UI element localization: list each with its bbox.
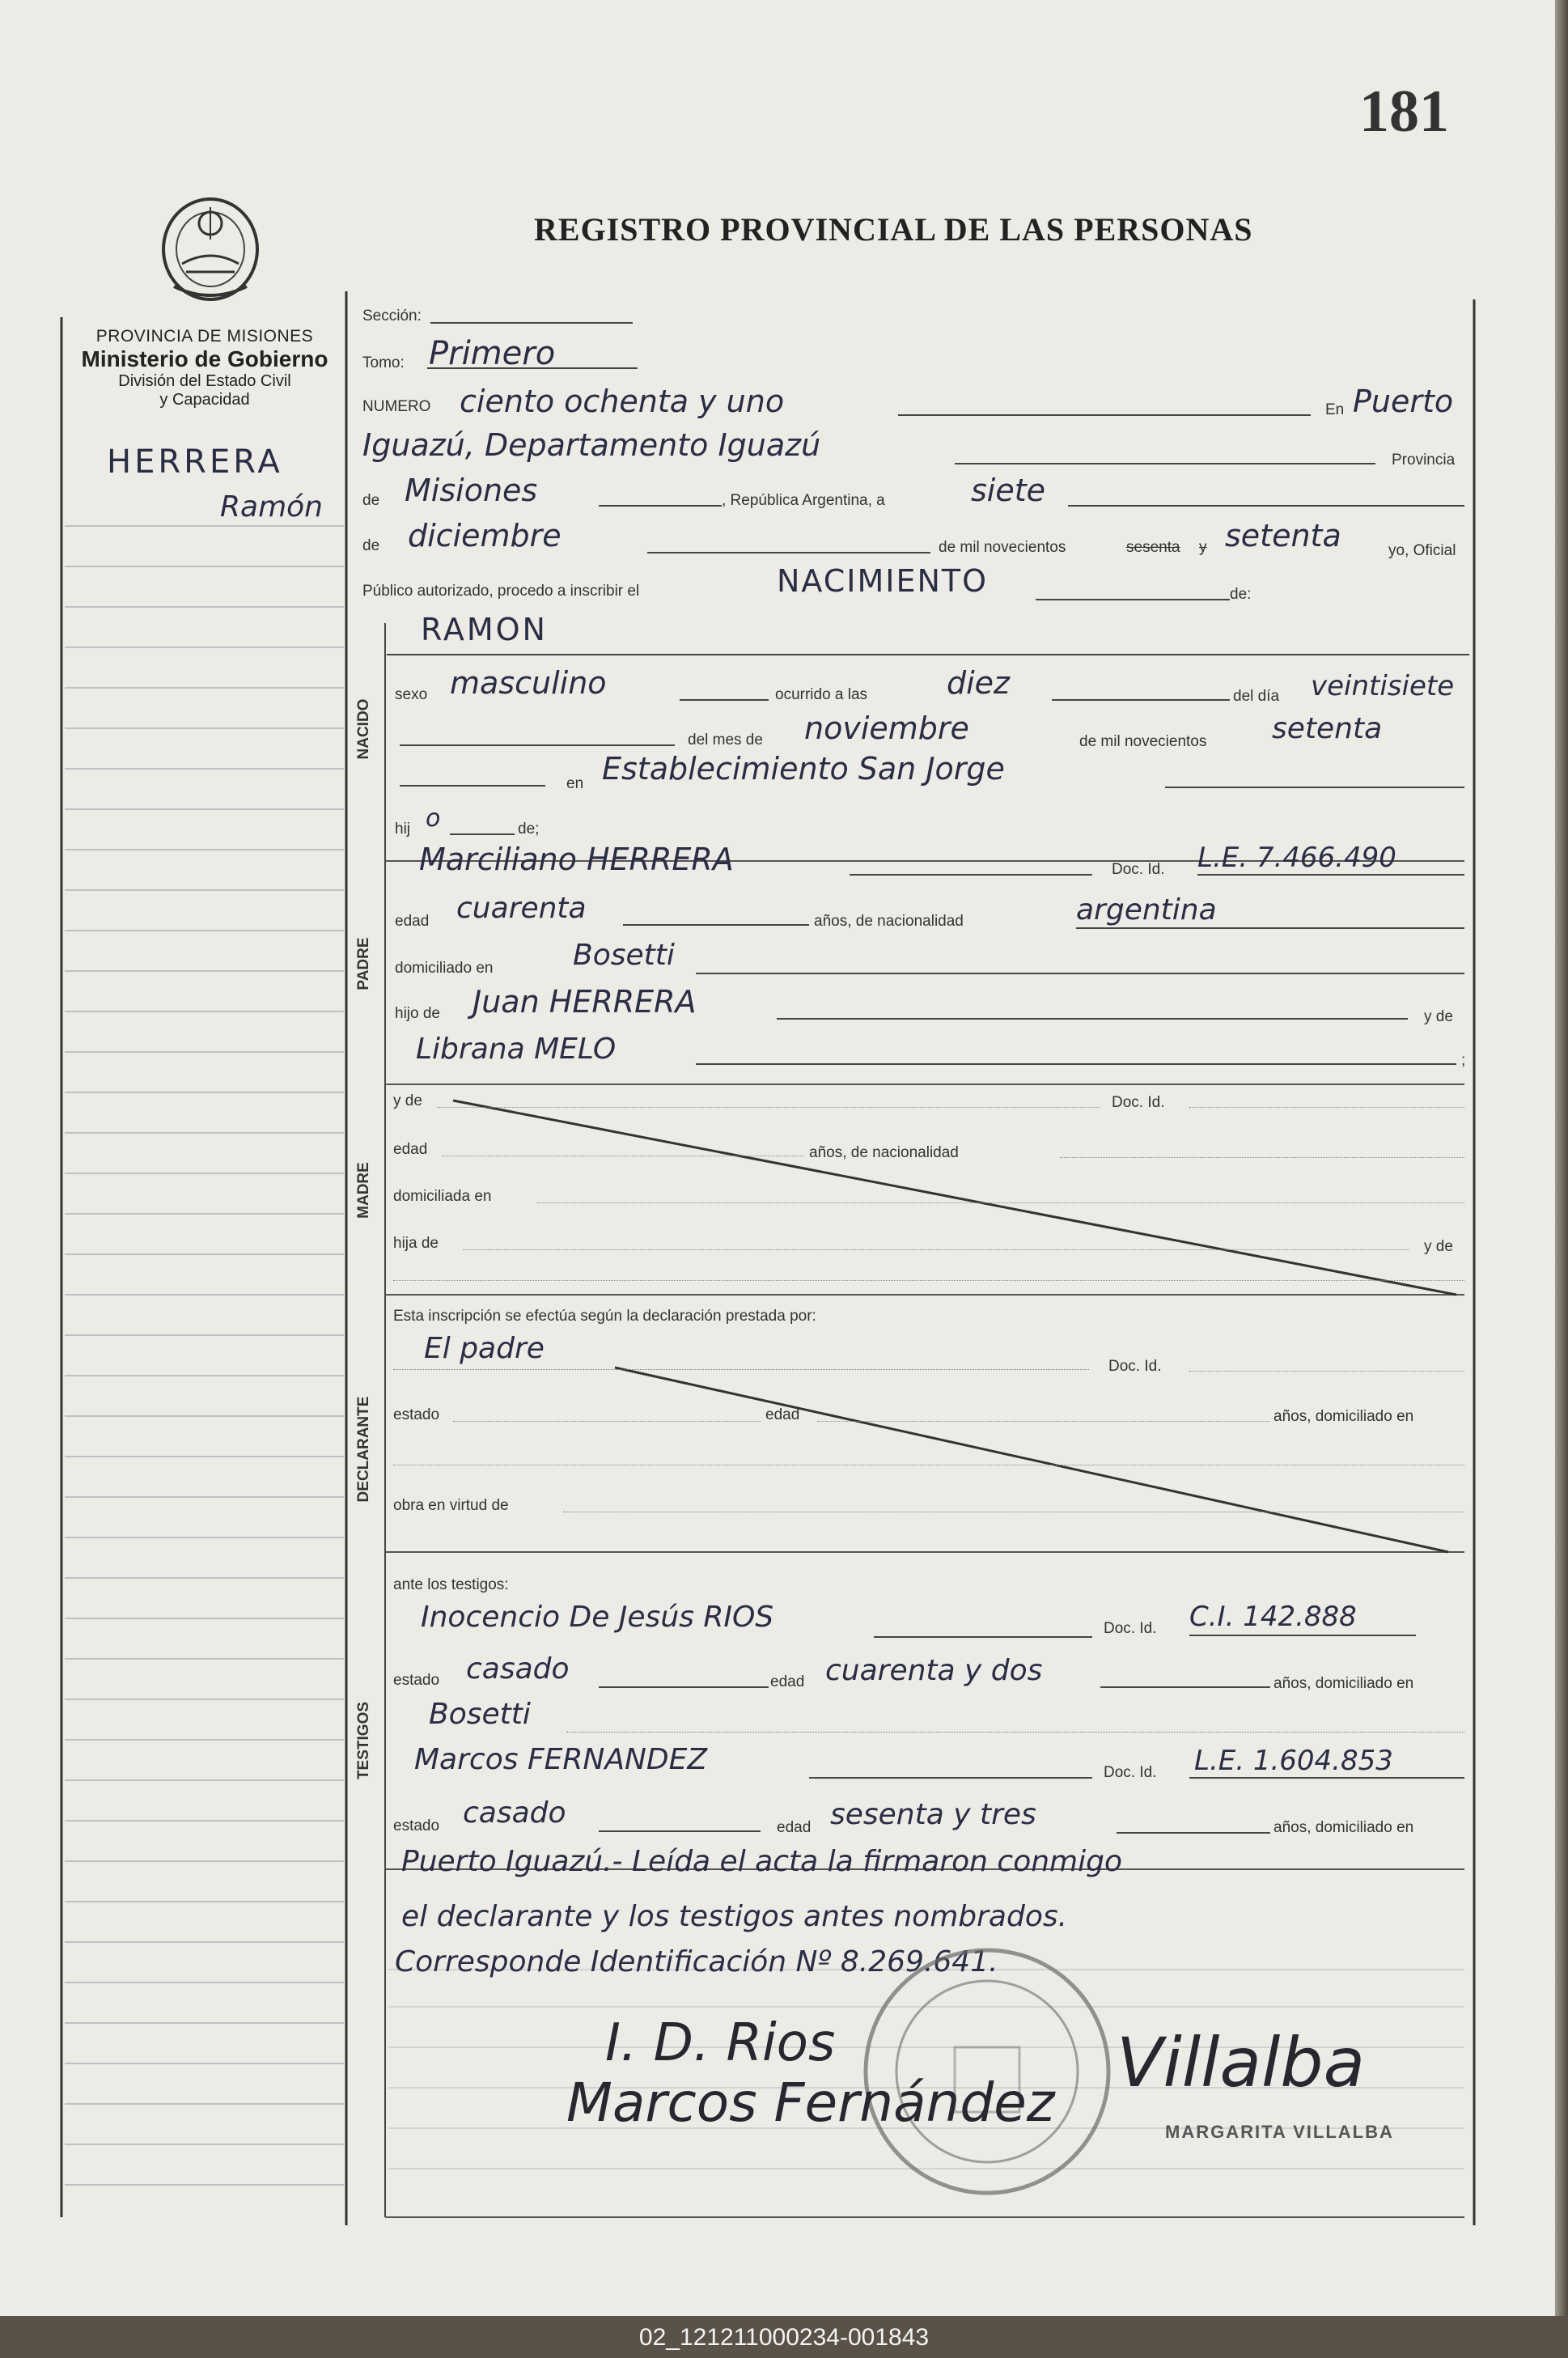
tomo-value: Primero	[429, 335, 556, 372]
madre-yde-label: y de	[393, 1092, 422, 1109]
publico-label: Público autorizado, procedo a inscribir el	[362, 583, 640, 600]
signature-villalba: Villalba	[1117, 2023, 1366, 2102]
nacido-name: RAMON	[421, 612, 548, 647]
mes-value: noviembre	[804, 710, 969, 746]
padre-dom-value: Bosetti	[573, 939, 675, 972]
hijo-suffix: o	[426, 804, 441, 833]
testigo2-name: Marcos FERNANDEZ	[414, 1743, 708, 1776]
month-value: diciembre	[408, 518, 562, 553]
testigo1-dom-value: Bosetti	[429, 1698, 531, 1731]
hora-value: diez	[947, 665, 1011, 701]
testigo2-estado-label: estado	[393, 1817, 440, 1834]
division-subname: y Capacidad	[159, 391, 250, 409]
testigo2-dom-value: Puerto Iguazú.- Leída el acta la firmaron conmigo	[401, 1845, 1122, 1878]
stamp-name: MARGARITA VILLALBA	[1165, 2122, 1394, 2142]
testigo1-anos-label: años, domiciliado en	[1273, 1675, 1414, 1692]
testigo1-estado-label: estado	[393, 1672, 440, 1689]
province-name: PROVINCIA DE MISIONES	[95, 327, 314, 346]
testigo2-edad-label: edad	[777, 1819, 812, 1836]
numero-value: ciento ochenta y uno	[460, 384, 785, 419]
testigos-side-label: TESTIGOS	[355, 1701, 372, 1780]
de2-label: de	[362, 537, 380, 554]
nacido-side-label: NACIDO	[355, 698, 372, 760]
republica-label: , República Argentina, a	[722, 492, 885, 509]
testigo2-estado-value: casado	[463, 1796, 566, 1830]
declarante-obra-label: obra en virtud de	[393, 1497, 509, 1514]
en-value: Puerto	[1353, 384, 1454, 419]
de-value: Misiones	[405, 473, 538, 508]
hijo-de-label: de;	[518, 821, 540, 838]
madre-anos-label: años, de nacionalidad	[809, 1144, 959, 1161]
declarante-estado-label: estado	[393, 1406, 440, 1423]
madre-side-label: MADRE	[355, 1162, 372, 1219]
provincia-label: Provincia	[1392, 452, 1456, 469]
tomo-label: Tomo:	[362, 354, 405, 371]
madre-dom-label: domiciliada en	[393, 1188, 492, 1205]
page-number: 181	[1359, 78, 1449, 145]
padre-edad-label: edad	[395, 913, 430, 930]
padre-side-label: PADRE	[355, 937, 372, 990]
declarante-intro: Esta inscripción se efectúa según la declaración prestada por:	[393, 1308, 816, 1325]
y-struck: y	[1199, 539, 1207, 556]
nacido-year-value: setenta	[1272, 712, 1383, 745]
testigo1-name: Inocencio De Jesús RIOS	[421, 1601, 774, 1634]
de3-label: de:	[1230, 586, 1252, 603]
declarante-anos-label: años, domiciliado en	[1273, 1408, 1414, 1425]
declarante-name: El padre	[424, 1332, 545, 1365]
sexo-label: sexo	[395, 686, 428, 703]
margin-firstname: Ramón	[220, 490, 323, 524]
numero-label: NUMERO	[362, 398, 431, 415]
hijo-label: hij	[395, 821, 411, 838]
padre-yde-label: y de	[1424, 1008, 1453, 1025]
padre-semicolon: ;	[1461, 1052, 1466, 1069]
padre-hijo-label: hijo de	[395, 1005, 440, 1022]
en-label: En	[1325, 401, 1345, 418]
closing-line1: el declarante y los testigos antes nombrados.	[401, 1900, 1068, 1933]
closing-line2: Corresponde Identificación Nº 8.269.641.	[395, 1945, 998, 1978]
image-caption: 02_121211000234-001843	[638, 2324, 930, 2351]
acto-value: NACIMIENTO	[777, 563, 989, 599]
testigo2-edad-value: sesenta y tres	[830, 1798, 1036, 1831]
mes-label: del mes de	[688, 732, 763, 749]
testigo1-doc-label: Doc. Id.	[1104, 1620, 1157, 1637]
testigos-intro: ante los testigos:	[393, 1576, 509, 1593]
sexo-value: masculino	[450, 665, 607, 701]
testigo2-doc-label: Doc. Id.	[1104, 1764, 1157, 1781]
declarante-side-label: DECLARANTE	[355, 1396, 372, 1503]
testigo2-doc-value: L.E. 1.604.853	[1194, 1745, 1393, 1777]
testigo2-anos-label: años, domiciliado en	[1273, 1819, 1414, 1836]
seccion-label: Sección:	[362, 307, 422, 324]
book-edge	[1555, 0, 1568, 2358]
madre-doc-label: Doc. Id.	[1112, 1094, 1165, 1111]
dia-label: del día	[1233, 688, 1280, 705]
place-value: Iguazú, Departamento Iguazú	[362, 427, 821, 463]
padre-hijo-value: Juan HERRERA	[473, 984, 697, 1020]
nacido-mil-label: de mil novecientos	[1079, 733, 1207, 750]
testigo1-estado-value: casado	[466, 1652, 570, 1686]
ocurrido-label: ocurrido a las	[775, 686, 868, 703]
padre-madre-value: Librana MELO	[416, 1033, 617, 1066]
declarante-doc-label: Doc. Id.	[1108, 1358, 1162, 1375]
lugar-value: Establecimiento San Jorge	[602, 751, 1005, 787]
testigo1-edad-label: edad	[770, 1673, 805, 1690]
madre-hija-label: hija de	[393, 1235, 439, 1252]
mil-label: de mil novecientos	[939, 539, 1066, 556]
padre-anos-label: años, de nacionalidad	[814, 913, 964, 930]
madre-yde2-label: y de	[1424, 1238, 1453, 1255]
year-value: setenta	[1225, 518, 1341, 553]
padre-edad-value: cuarenta	[456, 892, 587, 925]
madre-edad-label: edad	[393, 1141, 428, 1158]
en-lugar-label: en	[566, 775, 584, 792]
dia-value: veintisiete	[1311, 670, 1455, 702]
ministry-name: Ministerio de Gobierno	[81, 346, 328, 371]
declarante-edad-label: edad	[765, 1406, 800, 1423]
document-title: REGISTRO PROVINCIAL DE LAS PERSONAS	[534, 211, 1253, 248]
padre-nac-value: argentina	[1076, 893, 1217, 927]
oficial-label: yo, Oficial	[1388, 542, 1456, 559]
padre-name: Marciliano HERRERA	[419, 842, 734, 877]
testigo1-doc-value: C.I. 142.888	[1189, 1601, 1357, 1633]
de-label: de	[362, 492, 380, 509]
padre-dom-label: domiciliado en	[395, 960, 494, 977]
signature-fernandez: Marcos Fernández	[566, 2072, 1055, 2134]
signature-rios: I. D. Rios	[605, 2013, 836, 2073]
margin-surname: HERRERA	[107, 443, 283, 481]
padre-doc-value: L.E. 7.466.490	[1197, 842, 1396, 874]
division-name: División del Estado Civil	[118, 372, 291, 390]
testigo1-edad-value: cuarenta y dos	[825, 1654, 1043, 1687]
sesenta-struck: sesenta	[1126, 539, 1180, 556]
padre-doc-label: Doc. Id.	[1112, 861, 1165, 878]
day-value: siete	[971, 473, 1046, 508]
